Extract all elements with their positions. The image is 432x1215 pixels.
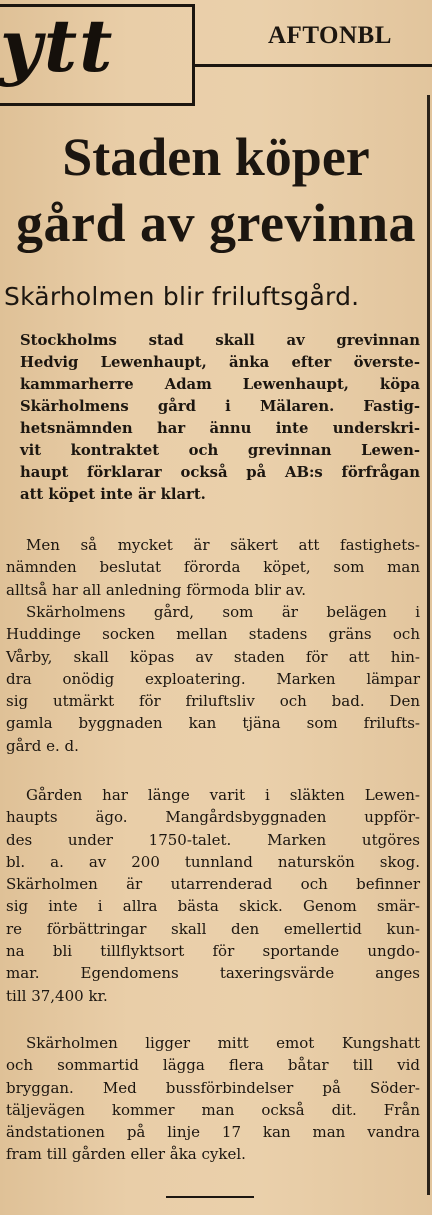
lead-line: kammarherre Adam Lewenhaupt, köpa [20, 376, 420, 393]
article-lead [20, 330, 420, 506]
body-line: haupts ägo. Mangårdsbyggnaden uppför- [6, 808, 420, 827]
article-paragraph-3 [6, 784, 420, 1007]
column-edge-rule [427, 95, 430, 1195]
lead-line: att köpet inte är klart. [20, 486, 206, 503]
body-line: Men så mycket är säkert att fastighets- [26, 536, 420, 554]
body-line: des under 1750-talet. Marken utgöres [6, 830, 420, 849]
article-paragraph-4 [6, 1032, 420, 1166]
article-subheadline: Skärholmen blir friluftsgård. [4, 282, 360, 311]
body-line: till 37,400 kr. [6, 986, 108, 1005]
body-line: Gården har länge varit i släkten Lewen- [26, 786, 420, 804]
masthead-section-title: ytt [0, 3, 115, 88]
body-line: sig utmärkt för friluftsliv och bad. Den [6, 692, 420, 711]
body-line: och sommartid lägga flera båtar till vid [6, 1056, 420, 1075]
body-line: Skärholmen ligger mitt emot Kungshatt [26, 1034, 420, 1052]
masthead-rule [192, 64, 432, 67]
body-line: gamla byggnaden kan tjäna som frilufts- [6, 714, 420, 733]
lead-line: haupt förklarar också på AB:s förfrågan [20, 464, 420, 481]
body-line: mar. Egendomens taxeringsvärde anges [6, 964, 420, 983]
body-line: täljevägen kommer man också dit. Från [6, 1100, 420, 1119]
body-line: dra onödig exploatering. Marken lämpar [6, 669, 420, 688]
lead-line: hetsnämnden har ännu inte underskri- [20, 420, 420, 437]
body-line: bryggan. Med bussförbindelser på Söder- [6, 1078, 420, 1097]
article-end-rule [166, 1196, 254, 1198]
body-line: Skärholmens gård, som är belägen i [26, 603, 420, 621]
body-line: Huddinge socken mellan stadens gräns och [6, 625, 420, 644]
lead-line: Skärholmens gård i Mälaren. Fastig- [20, 398, 420, 415]
lead-line: Stockholms stad skall av grevinnan [20, 332, 420, 349]
article-paragraph-1 [6, 534, 420, 601]
body-line: alltså har all anledning förmoda blir av. [6, 580, 307, 599]
body-line: Vårby, skall köpas av staden för att hin- [6, 647, 420, 666]
body-line: nämnden beslutat förorda köpet, som man [6, 558, 420, 577]
body-line: ändstationen på linje 17 kan man vandra [6, 1123, 420, 1142]
headline-line-1: Staden köper [62, 127, 370, 187]
body-line: re förbättringar skall den emellertid kun- [6, 919, 420, 938]
body-line: sig inte i allra bästa skick. Genom smär- [6, 897, 420, 916]
lead-line: vit kontraktet och grevinnan Lewen- [20, 442, 420, 459]
body-line: fram till gården eller åka cykel. [6, 1145, 246, 1164]
lead-line: Hedvig Lewenhaupt, änka efter överste- [20, 354, 420, 371]
article-headline [0, 124, 432, 256]
body-line: gård e. d. [6, 736, 79, 755]
body-line: Skärholmen är utarrenderad och befinner [6, 875, 420, 894]
body-line: bl. a. av 200 tunnland naturskön skog. [6, 852, 420, 871]
newspaper-name: AFTONBL [268, 22, 392, 49]
article-paragraph-2 [6, 601, 420, 757]
body-line: na bli tillflyktsort för sportande ungdo- [6, 942, 420, 961]
headline-line-2: gård av grevinna [15, 193, 417, 253]
